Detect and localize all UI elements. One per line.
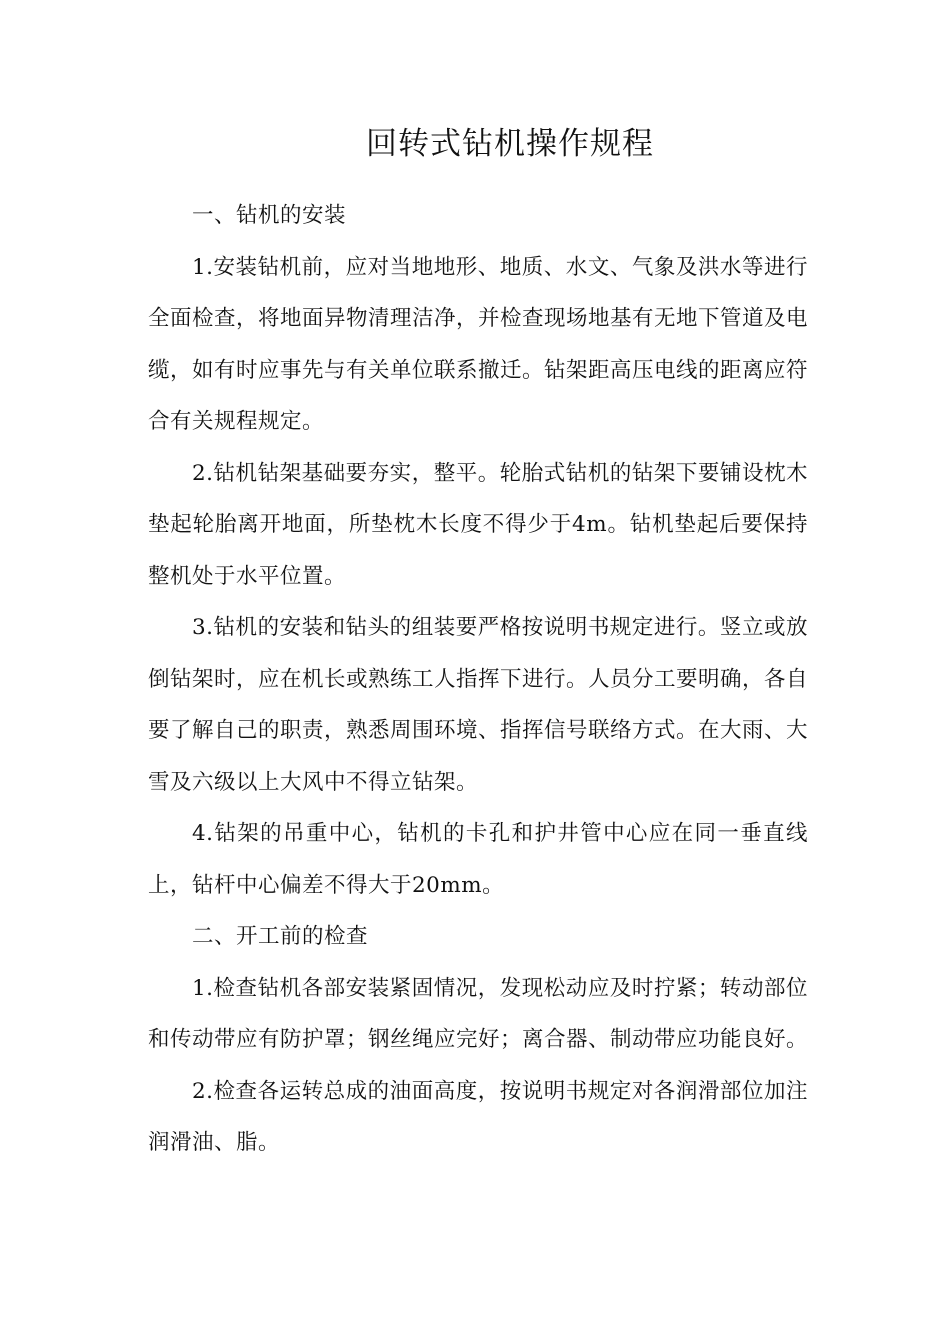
paragraph-installation-2: 2.钻机钻架基础要夯实，整平。轮胎式钻机的钻架下要铺设枕木垫起轮胎离开地面，所垫枕木长度不得少于4m。钻机垫起后要保持整机处于水平位置。 bbox=[148, 460, 808, 589]
section-heading-pre-start-check: 二、开工前的检查 bbox=[192, 924, 369, 949]
document-title: 回转式钻机操作规程 bbox=[366, 126, 654, 162]
paragraph-installation-4: 4.钻架的吊重中心，钻机的卡孔和护井管中心应在同一垂直线上，钻杆中心偏差不得大于20mm。 bbox=[148, 821, 808, 898]
paragraph-check-2: 2.检查各运转总成的油面高度，按说明书规定对各润滑部位加注润滑油、脂。 bbox=[148, 1078, 808, 1155]
document-body bbox=[148, 190, 808, 1169]
paragraph-installation-1: 1.安装钻机前，应对当地地形、地质、水文、气象及洪水等进行全面检查，将地面异物清理洁净，并检查现场地基有无地下管道及电缆，如有时应事先与有关单位联系撤迁。钻架距高压电线的距离应符合有关规程规定。 bbox=[148, 254, 809, 434]
section-heading-installation: 一、钻机的安装 bbox=[192, 203, 347, 228]
paragraph-installation-3: 3.钻机的安装和钻头的组装要严格按说明书规定进行。竖立或放倒钻架时，应在机长或熟练工人指挥下进行。人员分工要明确，各自要了解自己的职责，熟悉周围环境、指挥信号联络方式。在大雨、大雪及六级以上大风中不得立钻架。 bbox=[148, 615, 809, 795]
paragraph-check-1: 1.检查钻机各部安装紧固情况，发现松动应及时拧紧；转动部位和传动带应有防护罩；钢丝绳应完好；离合器、制动带应功能良好。 bbox=[148, 975, 809, 1052]
